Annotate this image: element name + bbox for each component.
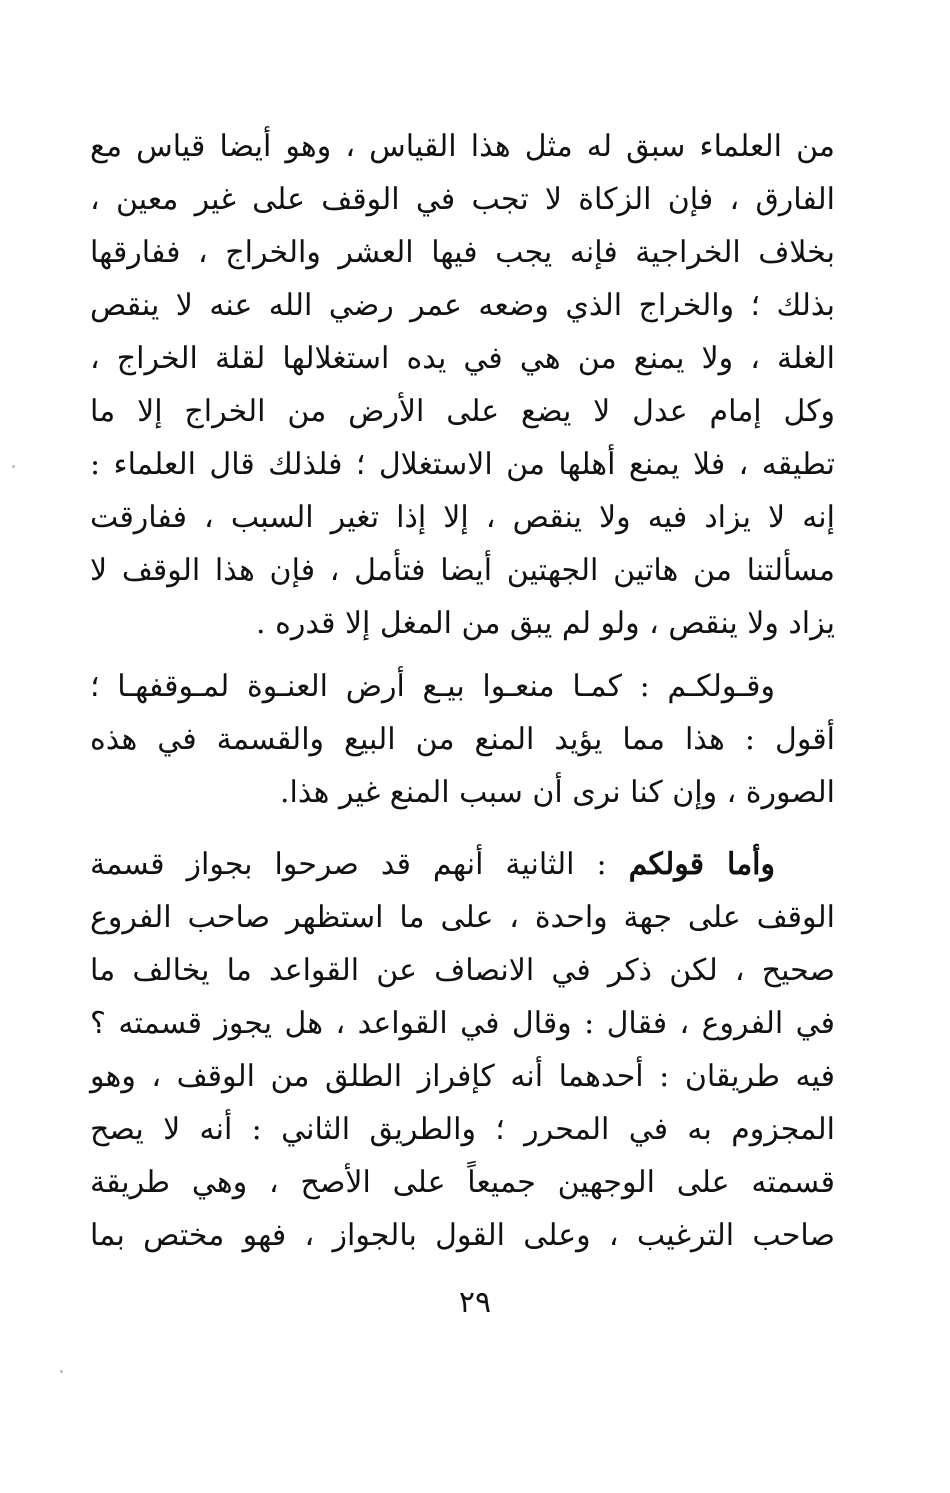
text-line: إنه لا يزاد فيه ولا ينقص ، إلا إذا تغير السبب ، ففارقت: [90, 500, 835, 535]
text-line: الفارق ، فإن الزكاة لا تجب في الوقف على غير معين ،: [90, 182, 835, 217]
text-line: يزاد ولا ينقص ، ولو لم يبق من المغل إلا قدره .: [256, 606, 835, 641]
text-line: أقول : هذا مما يؤيد المنع من البيع والقسمة في هذه: [90, 722, 835, 757]
paragraph-3: [90, 838, 835, 1262]
text-line: وقـولكـم : كمـا منعـوا بيـع أرض العنـوة لمـوقفهـا ؛: [90, 669, 775, 704]
text-line: الغلة ، ولا يمنع من هي في يده استغلالها لقلة الخراج ،: [90, 341, 835, 376]
text-line: تطيقه ، فلا يمنع أهلها من الاستغلال ؛ فلذلك قال العلماء :: [90, 447, 835, 482]
text-line: مسألتنا من هاتين الجهتين أيضا فتأمل ، فإن هذا الوقف لا: [90, 553, 835, 588]
scan-speck: [60, 1370, 63, 1373]
text-line: الصورة ، وإن كنا نرى أن سبب المنع غير هذا.: [280, 775, 835, 810]
text-line: المجزوم به في المحرر ؛ والطريق الثاني : أنه لا يصح: [90, 1112, 835, 1147]
bold-lead-phrase: وأما قولكم: [628, 847, 775, 882]
text-line: بذلك ؛ والخراج الذي وضعه عمر رضي الله عنه لا ينقص: [90, 288, 835, 323]
text-line: قسمته على الوجهين جميعاً على الأصح ، وهي طريقة: [90, 1165, 835, 1200]
text-line: في الفروع ، فقال : وقال في القواعد ، هل يجوز قسمته ؟: [90, 1006, 835, 1041]
text-line: صحيح ، لكن ذكر في الانصاف عن القواعد ما يخالف ما: [90, 953, 835, 988]
text-line: بخلاف الخراجية فإنه يجب فيها العشر والخراج ، ففارقها: [90, 235, 835, 270]
text-line: وكل إمام عدل لا يضع على الأرض من الخراج إلا ما: [90, 394, 835, 429]
page-number: ٢٩: [458, 1285, 492, 1320]
scan-speck: [12, 465, 15, 468]
paragraph-1: [90, 120, 835, 650]
paragraph-2: [90, 660, 835, 819]
text-line: من العلماء سبق له مثل هذا القياس ، وهو أيضا قياس مع: [90, 129, 835, 164]
text-line: فيه طريقان : أحدهما أنه كإفراز الطلق من الوقف ، وهو: [90, 1059, 835, 1094]
lead-line-rest: : الثانية أنهم قد صرحوا بجواز قسمة: [90, 847, 629, 882]
text-line-lead: [90, 838, 835, 891]
text-line: الوقف على جهة واحدة ، على ما استظهر صاحب الفروع: [90, 900, 835, 935]
text-line: صاحب الترغيب ، وعلى القول بالجواز ، فهو مختص بما: [90, 1218, 835, 1253]
